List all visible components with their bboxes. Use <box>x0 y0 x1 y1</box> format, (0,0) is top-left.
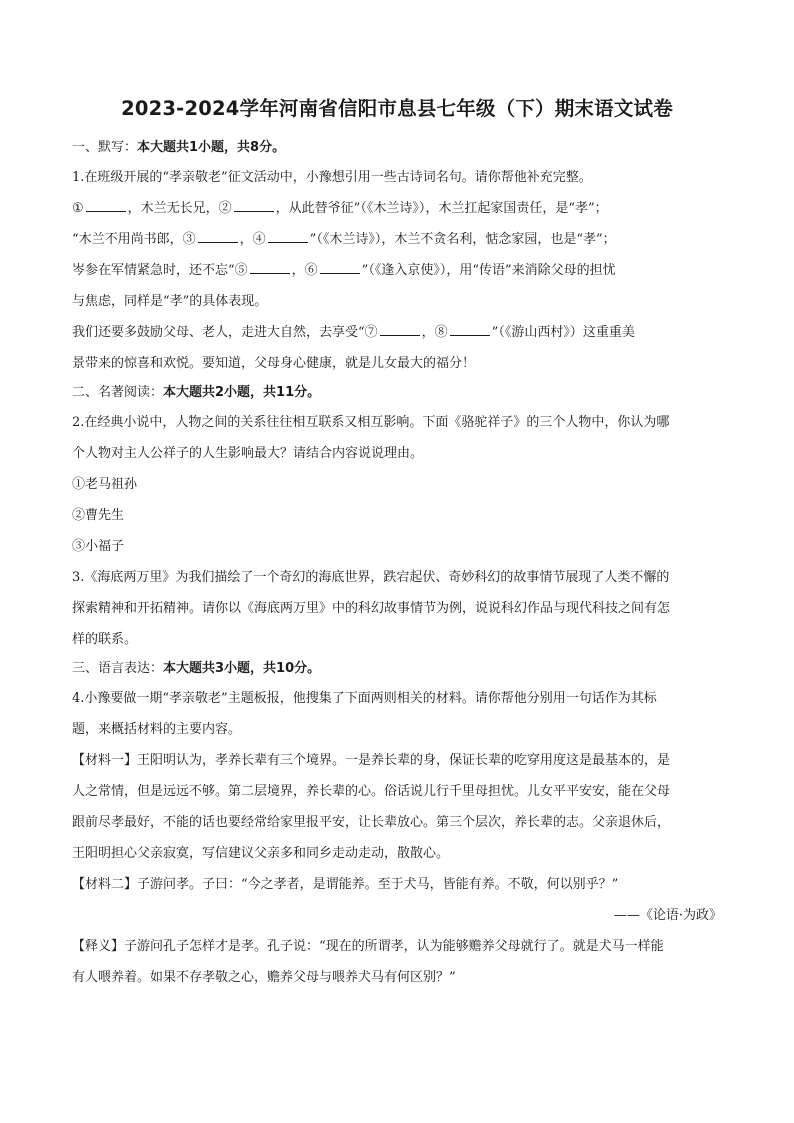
material-2-line-1 <box>72 869 722 900</box>
question-text: 岑参在军情紧急时，还不忘“⑤ <box>72 263 248 278</box>
section-detail: 本大题共3小题，共10分。 <box>163 661 321 676</box>
material-2-text: 子游问孝。子曰：“今之孝者，是谓能养。至于犬马，皆能有养。不敬，何以别乎？” <box>137 877 619 892</box>
question-4-line-2: 题，来概括材料的主要内容。 <box>72 722 242 737</box>
question-2-line-2: 个人物对主人公祥子的人生影响最大？请结合内容说说理由。 <box>72 446 424 461</box>
explanation-head: 【释义】 <box>72 939 125 954</box>
question-text: “木兰不用尚书郎，③ <box>72 232 196 247</box>
section-label: 三、语言表达： <box>72 661 164 676</box>
material-1-line-3: 跟前尽孝最好，不能的话也要经常给家里报平安，让长辈放心。第三个层次，养长辈的志。父亲退休后， <box>72 815 671 830</box>
question-text: ”（《木兰诗》），木兰不贪名利，惦念家园，也是“孝”； <box>309 232 616 247</box>
material-2-head: 【材料二】 <box>72 877 138 892</box>
section-detail: 本大题共2小题，共11分。 <box>163 385 321 400</box>
question-1-line-4: 与焦虑，同样是“孝”的具体表现。 <box>72 294 268 309</box>
explanation-text: 子游问孔子怎样才是孝。孔子说：“现在的所谓孝，认为能够赡养父母就行了。就是犬马一样能 <box>124 939 664 954</box>
question-4-line-1: 4.小豫要做一期“孝亲敬老”主题板报，他搜集了下面两则相关的材料。请你帮他分别用一句话作为其标 <box>72 691 657 706</box>
question-text: ，木兰无长兄，② <box>127 201 232 216</box>
answer-blank[interactable] <box>86 197 126 212</box>
question-2-line-1: 2.在经典小说中，人物之间的关系往往相互联系又相互影响。下面《骆驼祥子》的三个人物中，你认为哪 <box>72 415 670 430</box>
question-1-line-1 <box>72 193 722 224</box>
blank-number: ① <box>72 201 84 216</box>
answer-blank[interactable] <box>268 228 308 243</box>
exam-title: 2023-2024学年河南省信阳市息县七年级（下）期末语文试卷 <box>121 97 673 120</box>
question-text: 我们还要多鼓励父母、老人，走进大自然，去享受“⑦ <box>72 325 378 340</box>
answer-blank[interactable] <box>234 197 274 212</box>
answer-blank[interactable] <box>450 321 490 336</box>
answer-blank[interactable] <box>320 259 360 274</box>
question-text: ”（《逢入京使》），用“传语”来消除父母的担忧 <box>361 263 616 278</box>
question-1-line-5 <box>72 317 722 348</box>
material-1-text: 王阳明认为，孝养长辈有三个境界。一是养长辈的身，保证长辈的吃穿用度这是最基本的，是 <box>137 753 671 768</box>
question-3-line-1: 3.《海底两万里》为我们描绘了一个奇幻的海底世界，跌宕起伏、奇妙科幻的故事情节展现了人类不懈的 <box>72 570 670 585</box>
material-1-line-1 <box>72 745 722 776</box>
question-1-line-3 <box>72 255 722 286</box>
section-heading-3 <box>72 655 722 683</box>
question-3-line-2: 探索精神和开拓精神。请你以《海底两万里》中的科幻故事情节为例，说说科幻作品与现代科技之间有怎 <box>72 601 671 616</box>
material-1-line-4: 王阳明担心父亲寂寞，写信建议父亲多和同乡走动走动，散散心。 <box>72 846 450 861</box>
section-label: 二、名著阅读： <box>72 385 164 400</box>
question-2-option-1: ①老马祖孙 <box>72 477 138 492</box>
question-2-option-3: ③小福子 <box>72 539 125 554</box>
section-heading-1 <box>72 134 722 162</box>
section-detail: 本大题共1小题，共8分。 <box>137 140 286 155</box>
question-1-line-6: 景带来的惊喜和欢悦。要知道，父母身心健康，就是儿女最大的福分！ <box>72 356 476 371</box>
answer-blank[interactable] <box>250 259 290 274</box>
answer-blank[interactable] <box>380 321 420 336</box>
question-text: ”（《游山西村》）这重重美 <box>491 325 635 340</box>
material-1-head: 【材料一】 <box>72 753 138 768</box>
question-1-line-2 <box>72 224 722 255</box>
answer-blank[interactable] <box>198 228 238 243</box>
section-label: 一、默写： <box>72 140 138 155</box>
question-text: ，④ <box>239 232 266 247</box>
explanation-line-2: 有人喂养着。如果不存孝敬之心，赡养父母与喂养犬马有何区别？” <box>72 970 456 985</box>
explanation-line-1 <box>72 931 722 962</box>
question-text: ，⑧ <box>421 325 448 340</box>
question-text: ，从此替爷征”（《木兰诗》），木兰扛起家国责任，是“孝”； <box>275 201 608 216</box>
question-3-line-3: 样的联系。 <box>72 632 138 647</box>
material-2-source: ——《论语·为政》 <box>613 908 722 923</box>
material-1-line-2: 人之常情，但是远远不够。第二层境界，养长辈的心。俗话说儿行千里母担忧。儿女平平安安，能在父母 <box>72 784 671 799</box>
question-text: ，⑥ <box>291 263 318 278</box>
question-1-intro: 1.在班级开展的“孝亲敬老”征文活动中，小豫想引用一些古诗词名句。请你帮他补充完整。 <box>72 170 592 185</box>
question-2-option-2: ②曹先生 <box>72 508 125 523</box>
section-heading-2 <box>72 379 722 407</box>
